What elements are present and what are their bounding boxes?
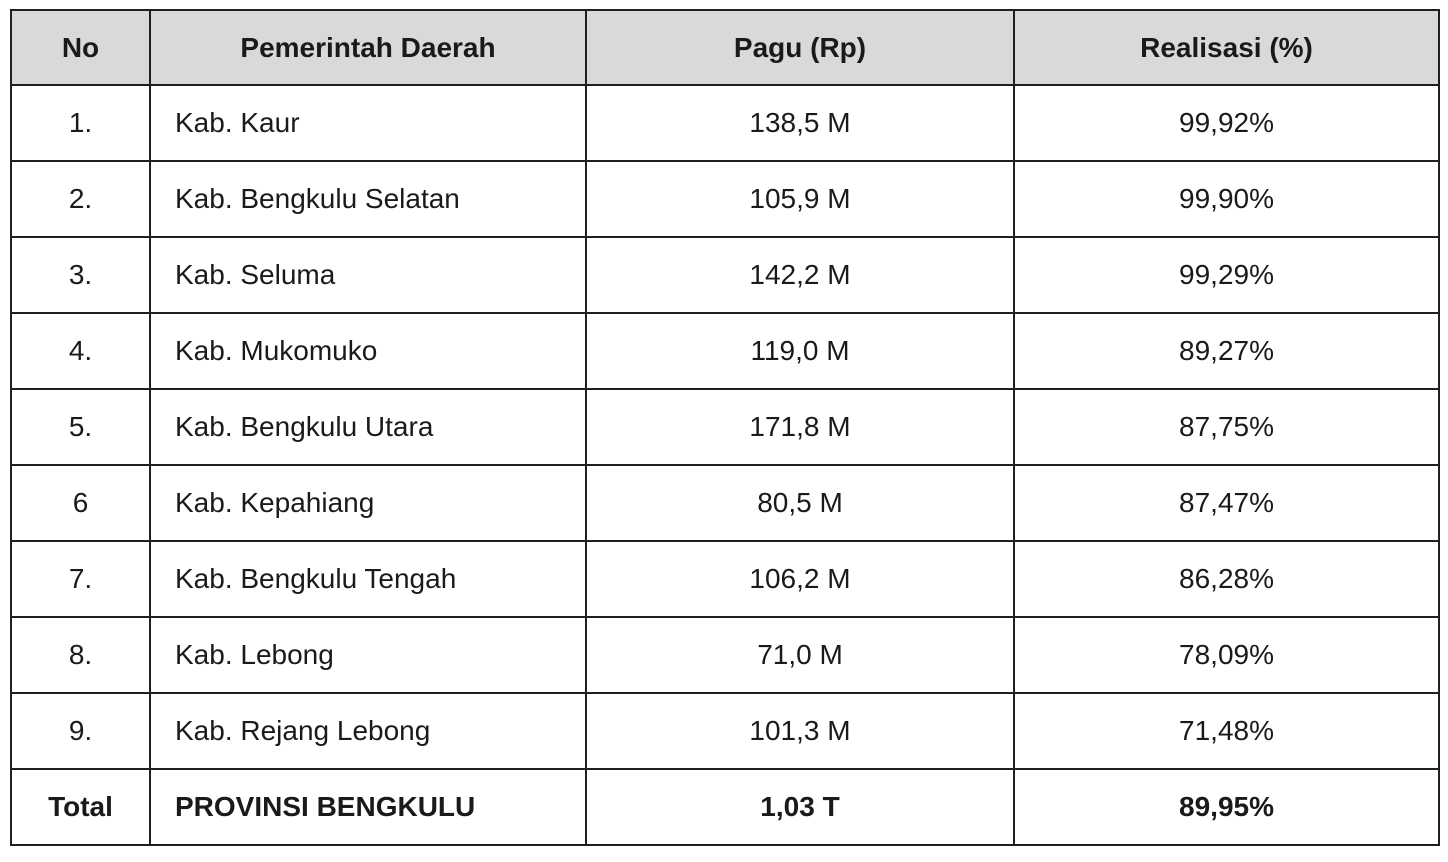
header-pemerintah-daerah: Pemerintah Daerah xyxy=(150,10,586,85)
row-realisasi: 87,75% xyxy=(1014,389,1439,465)
header-no: No xyxy=(11,10,150,85)
row-no: 6 xyxy=(11,465,150,541)
row-name: Kab. Kaur xyxy=(150,85,586,161)
row-pagu: 80,5 M xyxy=(586,465,1014,541)
table-row xyxy=(11,161,1439,237)
row-no: 2. xyxy=(11,161,150,237)
total-row xyxy=(11,769,1439,845)
header-realisasi: Realisasi (%) xyxy=(1014,10,1439,85)
table-row xyxy=(11,389,1439,465)
row-pagu: 138,5 M xyxy=(586,85,1014,161)
row-realisasi: 86,28% xyxy=(1014,541,1439,617)
table-body xyxy=(11,85,1439,845)
row-pagu: 105,9 M xyxy=(586,161,1014,237)
table-row xyxy=(11,237,1439,313)
table-row xyxy=(11,313,1439,389)
table-row xyxy=(11,541,1439,617)
row-name: Kab. Rejang Lebong xyxy=(150,693,586,769)
row-pagu: 71,0 M xyxy=(586,617,1014,693)
row-no: 5. xyxy=(11,389,150,465)
table-row xyxy=(11,693,1439,769)
header-pagu: Pagu (Rp) xyxy=(586,10,1014,85)
row-pagu: 142,2 M xyxy=(586,237,1014,313)
realisasi-table-container xyxy=(10,9,1438,846)
total-pagu: 1,03 T xyxy=(586,769,1014,845)
row-pagu: 106,2 M xyxy=(586,541,1014,617)
row-no: 1. xyxy=(11,85,150,161)
row-name: Kab. Mukomuko xyxy=(150,313,586,389)
row-name: Kab. Bengkulu Utara xyxy=(150,389,586,465)
row-no: 3. xyxy=(11,237,150,313)
total-name: PROVINSI BENGKULU xyxy=(150,769,586,845)
row-name: Kab. Lebong xyxy=(150,617,586,693)
table-row xyxy=(11,85,1439,161)
table-header xyxy=(11,10,1439,85)
row-realisasi: 71,48% xyxy=(1014,693,1439,769)
row-name: Kab. Seluma xyxy=(150,237,586,313)
row-realisasi: 99,92% xyxy=(1014,85,1439,161)
row-pagu: 171,8 M xyxy=(586,389,1014,465)
realisasi-table xyxy=(10,9,1440,846)
row-no: 7. xyxy=(11,541,150,617)
row-realisasi: 99,90% xyxy=(1014,161,1439,237)
table-row xyxy=(11,465,1439,541)
row-no: 4. xyxy=(11,313,150,389)
row-pagu: 101,3 M xyxy=(586,693,1014,769)
row-no: 8. xyxy=(11,617,150,693)
row-realisasi: 99,29% xyxy=(1014,237,1439,313)
row-realisasi: 87,47% xyxy=(1014,465,1439,541)
row-no: 9. xyxy=(11,693,150,769)
row-realisasi: 89,27% xyxy=(1014,313,1439,389)
table-row xyxy=(11,617,1439,693)
row-pagu: 119,0 M xyxy=(586,313,1014,389)
total-label: Total xyxy=(11,769,150,845)
header-row xyxy=(11,10,1439,85)
row-name: Kab. Bengkulu Tengah xyxy=(150,541,586,617)
row-name: Kab. Kepahiang xyxy=(150,465,586,541)
row-name: Kab. Bengkulu Selatan xyxy=(150,161,586,237)
total-realisasi: 89,95% xyxy=(1014,769,1439,845)
row-realisasi: 78,09% xyxy=(1014,617,1439,693)
